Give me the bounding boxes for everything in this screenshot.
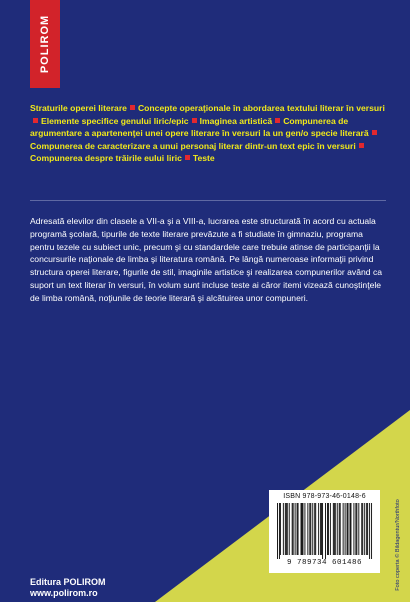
barcode-bar — [309, 503, 310, 555]
barcode-bar — [330, 503, 331, 555]
barcode-bar — [322, 503, 323, 559]
barcode-bar — [334, 503, 335, 555]
barcode-bar — [277, 503, 278, 559]
topic-item: Compunerea de caracterizare a unui personaj literar dintr-un text epic în versuri — [30, 140, 356, 151]
barcode-bar — [298, 503, 299, 555]
photo-credit — [392, 490, 404, 600]
barcode-digits: 9 789734 601486 — [286, 559, 362, 567]
logo-text: POLIROM — [39, 14, 51, 74]
barcode-bar — [362, 503, 363, 555]
barcode-bar — [279, 503, 280, 559]
barcode-bar — [297, 503, 298, 555]
barcode-bar — [356, 503, 357, 555]
barcode-bar — [358, 503, 359, 555]
barcode-bar — [307, 503, 308, 555]
barcode-bar — [302, 503, 303, 555]
barcode-bar — [369, 503, 370, 559]
barcode-bar — [350, 503, 351, 555]
barcode-bar — [314, 503, 315, 555]
barcode-bar — [353, 503, 354, 555]
barcode-bar — [304, 503, 305, 555]
barcode-bar — [310, 503, 311, 555]
topic-item: Straturile operei literare — [30, 103, 127, 113]
barcode-bar — [355, 503, 356, 555]
barcode-bar — [361, 503, 362, 555]
barcode-bar — [333, 503, 334, 555]
barcode-bar — [343, 503, 344, 555]
barcode-bar — [328, 503, 329, 555]
topic-item: Compunerea despre trăirile eului liric — [30, 153, 182, 164]
publisher-info — [30, 577, 106, 599]
barcode-bar — [366, 503, 367, 555]
barcode-bar — [315, 503, 316, 555]
barcode-bar — [335, 503, 336, 555]
barcode-bar — [289, 503, 290, 555]
barcode-bar — [283, 503, 284, 555]
barcode-bar — [340, 503, 341, 555]
barcode-bar — [371, 503, 372, 559]
barcode-bar — [367, 503, 368, 555]
topic-item: Imaginea artistică — [199, 115, 273, 126]
barcode-bar — [318, 503, 319, 555]
barcode-bar — [325, 503, 326, 559]
barcode-bar — [327, 503, 328, 555]
barcode-bar — [295, 503, 296, 555]
publisher-website: www.polirom.ro — [30, 588, 98, 598]
barcode-bar — [312, 503, 313, 555]
barcode-bar — [348, 503, 349, 555]
publisher-name: Editura POLIROM — [30, 577, 106, 587]
topic-item: Elemente specifice genului liric/epic — [41, 115, 189, 126]
description-paragraph: Adresată elevilor din clasele a VII-a şi a VIII-a, lucrarea este structurată în acord cu actuala programă şcolară, tipurile de texte literare prevăzute a fi studiate în gimnaziu, programa pentru tezele cu subiect unic, precum şi cu standardele care trebuie atinse de participanţii la concursurile naţionale de limba şi literatura română. Pe lângă numeroase informaţii privind structura operei literare, figurile de stil, imaginile artistice şi realizarea compunerilor având ca suport un text literar în versuri, în volum sunt incluse teste ai căror itemi vizează cunoştinţele de limba română, noţiunile de teorie literară şi alcătuirea unor compuneri. — [30, 216, 383, 303]
topic-item: Compunerea de argumentare a apartenenţei unei opere literare în versuri la un gen/o specie literară — [30, 115, 369, 139]
barcode-bar — [301, 503, 302, 555]
barcode-bar — [286, 503, 287, 555]
barcode-bar — [364, 503, 365, 555]
barcode-bar — [292, 503, 293, 555]
barcode-bar — [339, 503, 340, 555]
barcode-bar — [351, 503, 352, 555]
barcode-block — [269, 490, 380, 573]
isbn-label: ISBN 978-973-46-0148-6 — [283, 493, 366, 500]
barcode-bar — [302, 503, 303, 555]
topic-item: Teste — [192, 153, 215, 164]
barcode-bar — [345, 503, 346, 555]
barcode-icon — [275, 503, 374, 559]
barcode-bar — [280, 503, 281, 555]
barcode-bar — [347, 503, 348, 555]
topic-item: Concepte operaţionale în abordarea textului literar în versuri — [137, 103, 385, 113]
barcode-bar — [337, 503, 338, 555]
barcode-bar — [293, 503, 294, 555]
photo-credit-text: Foto coperta © Bildagentur/Northfoto — [395, 499, 401, 591]
barcode-bar — [285, 503, 286, 555]
barcode-bar — [287, 503, 288, 555]
barcode-bar — [320, 503, 321, 555]
barcode-bar — [321, 503, 322, 555]
